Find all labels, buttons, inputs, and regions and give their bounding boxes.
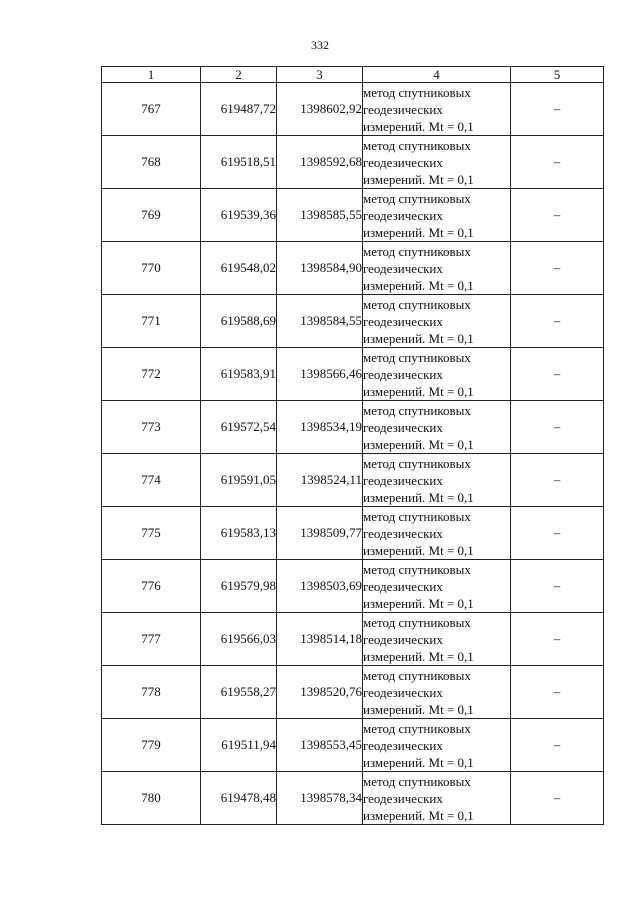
method-line: измерений. Mt = 0,1 [363, 489, 474, 505]
x-coordinate-cell: 619511,94 [201, 719, 277, 772]
y-coordinate-cell: 1398566,46 [277, 348, 363, 401]
method-line: геодезических [363, 631, 443, 647]
method-cell [363, 666, 511, 719]
method-line: измерений. Mt = 0,1 [363, 542, 474, 558]
method-line: геодезических [363, 525, 443, 541]
table-row [102, 136, 604, 189]
method-line: метод спутниковых [363, 243, 471, 259]
method-line: геодезических [363, 419, 443, 435]
method-line: геодезических [363, 737, 443, 753]
note-cell: – [511, 454, 604, 507]
method-cell [363, 613, 511, 666]
coordinates-table [101, 66, 604, 825]
x-coordinate-cell: 619558,27 [201, 666, 277, 719]
point-number-cell: 770 [102, 242, 201, 295]
method-line: измерений. Mt = 0,1 [363, 277, 474, 293]
x-coordinate-cell: 619591,05 [201, 454, 277, 507]
note-cell: – [511, 666, 604, 719]
method-line: геодезических [363, 207, 443, 223]
x-coordinate-cell: 619583,91 [201, 348, 277, 401]
method-line: геодезических [363, 154, 443, 170]
x-coordinate-cell: 619539,36 [201, 189, 277, 242]
table-row [102, 666, 604, 719]
point-number-cell: 775 [102, 507, 201, 560]
method-cell [363, 507, 511, 560]
method-line: измерений. Mt = 0,1 [363, 330, 474, 346]
method-line: метод спутниковых [363, 614, 471, 630]
method-line: метод спутниковых [363, 349, 471, 365]
method-line: метод спутниковых [363, 84, 471, 100]
method-line: измерений. Mt = 0,1 [363, 171, 474, 187]
method-cell [363, 189, 511, 242]
table-row [102, 348, 604, 401]
y-coordinate-cell: 1398509,77 [277, 507, 363, 560]
x-coordinate-cell: 619478,48 [201, 772, 277, 825]
method-line: метод спутниковых [363, 137, 471, 153]
method-line: метод спутниковых [363, 190, 471, 206]
note-cell: – [511, 613, 604, 666]
method-line: геодезических [363, 790, 443, 806]
table-row [102, 189, 604, 242]
point-number-cell: 778 [102, 666, 201, 719]
method-line: геодезических [363, 684, 443, 700]
x-coordinate-cell: 619487,72 [201, 83, 277, 136]
y-coordinate-cell: 1398503,69 [277, 560, 363, 613]
method-line: измерений. Mt = 0,1 [363, 436, 474, 452]
method-line: измерений. Mt = 0,1 [363, 224, 474, 240]
method-cell [363, 83, 511, 136]
method-line: измерений. Mt = 0,1 [363, 807, 474, 823]
y-coordinate-cell: 1398592,68 [277, 136, 363, 189]
method-line: метод спутниковых [363, 455, 471, 471]
point-number-cell: 776 [102, 560, 201, 613]
method-line: метод спутниковых [363, 720, 471, 736]
x-coordinate-cell: 619572,54 [201, 401, 277, 454]
point-number-cell: 767 [102, 83, 201, 136]
method-line: геодезических [363, 260, 443, 276]
method-cell [363, 772, 511, 825]
column-header: 4 [363, 67, 511, 83]
method-line: геодезических [363, 366, 443, 382]
note-cell: – [511, 560, 604, 613]
note-cell: – [511, 719, 604, 772]
point-number-cell: 771 [102, 295, 201, 348]
method-cell [363, 401, 511, 454]
header-row [102, 67, 604, 83]
note-cell: – [511, 401, 604, 454]
page-number: 332 [311, 38, 329, 52]
table-row [102, 454, 604, 507]
method-line: измерений. Mt = 0,1 [363, 648, 474, 664]
note-cell: – [511, 136, 604, 189]
table-body [102, 83, 604, 825]
method-line: метод спутниковых [363, 773, 471, 789]
y-coordinate-cell: 1398585,55 [277, 189, 363, 242]
method-line: геодезических [363, 101, 443, 117]
method-line: метод спутниковых [363, 561, 471, 577]
method-line: метод спутниковых [363, 508, 471, 524]
x-coordinate-cell: 619579,98 [201, 560, 277, 613]
x-coordinate-cell: 619583,13 [201, 507, 277, 560]
y-coordinate-cell: 1398578,34 [277, 772, 363, 825]
method-cell [363, 242, 511, 295]
table-row [102, 507, 604, 560]
y-coordinate-cell: 1398584,90 [277, 242, 363, 295]
note-cell: – [511, 507, 604, 560]
y-coordinate-cell: 1398514,18 [277, 613, 363, 666]
column-header: 3 [277, 67, 363, 83]
table-row [102, 772, 604, 825]
y-coordinate-cell: 1398602,92 [277, 83, 363, 136]
point-number-cell: 779 [102, 719, 201, 772]
method-line: геодезических [363, 313, 443, 329]
x-coordinate-cell: 619588,69 [201, 295, 277, 348]
x-coordinate-cell: 619518,51 [201, 136, 277, 189]
y-coordinate-cell: 1398584,55 [277, 295, 363, 348]
column-header: 5 [511, 67, 604, 83]
method-cell [363, 348, 511, 401]
note-cell: – [511, 83, 604, 136]
method-line: геодезических [363, 472, 443, 488]
table-row [102, 613, 604, 666]
method-cell [363, 136, 511, 189]
method-line: метод спутниковых [363, 296, 471, 312]
method-line: метод спутниковых [363, 667, 471, 683]
y-coordinate-cell: 1398520,76 [277, 666, 363, 719]
point-number-cell: 773 [102, 401, 201, 454]
method-cell [363, 454, 511, 507]
note-cell: – [511, 348, 604, 401]
table-row [102, 560, 604, 613]
point-number-cell: 774 [102, 454, 201, 507]
y-coordinate-cell: 1398534,19 [277, 401, 363, 454]
method-line: измерений. Mt = 0,1 [363, 118, 474, 134]
point-number-cell: 777 [102, 613, 201, 666]
table-row [102, 242, 604, 295]
point-number-cell: 772 [102, 348, 201, 401]
table-row [102, 401, 604, 454]
method-cell [363, 560, 511, 613]
note-cell: – [511, 295, 604, 348]
table-row [102, 719, 604, 772]
method-line: измерений. Mt = 0,1 [363, 383, 474, 399]
method-line: измерений. Mt = 0,1 [363, 595, 474, 611]
column-header: 1 [102, 67, 201, 83]
method-line: измерений. Mt = 0,1 [363, 701, 474, 717]
y-coordinate-cell: 1398553,45 [277, 719, 363, 772]
method-line: геодезических [363, 578, 443, 594]
method-line: метод спутниковых [363, 402, 471, 418]
point-number-cell: 768 [102, 136, 201, 189]
x-coordinate-cell: 619548,02 [201, 242, 277, 295]
note-cell: – [511, 189, 604, 242]
method-cell [363, 295, 511, 348]
column-header: 2 [201, 67, 277, 83]
note-cell: – [511, 772, 604, 825]
x-coordinate-cell: 619566,03 [201, 613, 277, 666]
point-number-cell: 769 [102, 189, 201, 242]
table-row [102, 295, 604, 348]
method-line: измерений. Mt = 0,1 [363, 754, 474, 770]
y-coordinate-cell: 1398524,11 [277, 454, 363, 507]
table-row [102, 83, 604, 136]
point-number-cell: 780 [102, 772, 201, 825]
note-cell: – [511, 242, 604, 295]
method-cell [363, 719, 511, 772]
